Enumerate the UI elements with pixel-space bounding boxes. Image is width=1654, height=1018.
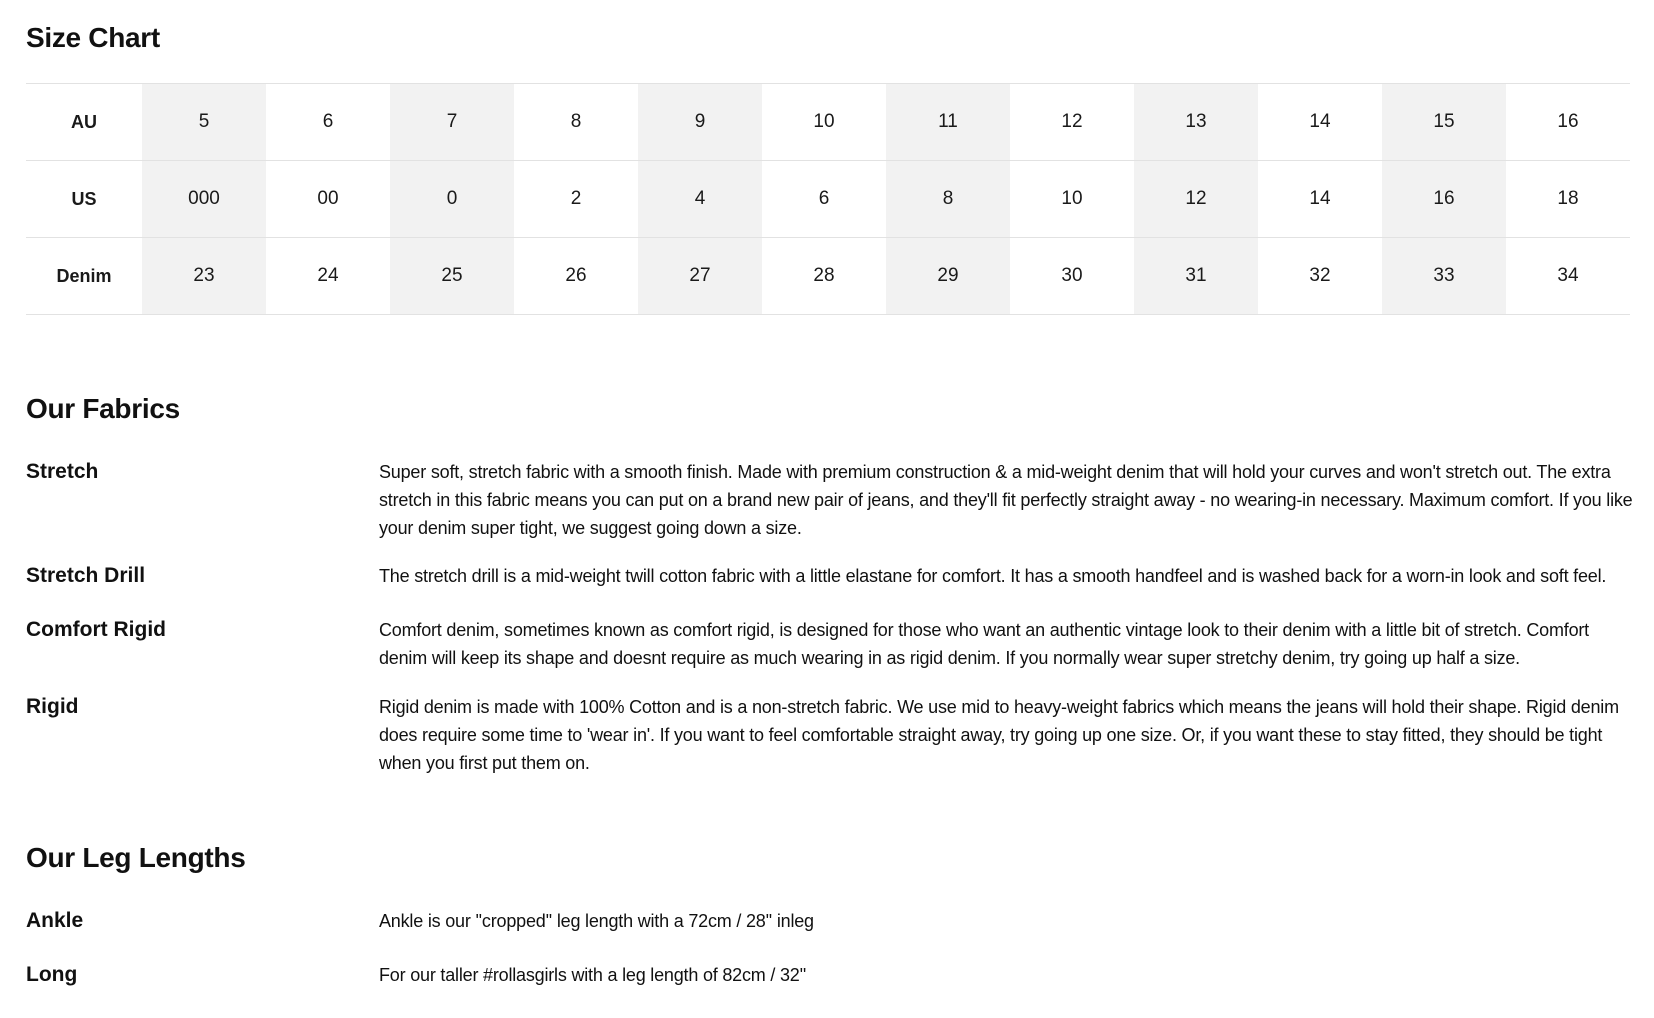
size-cell: 27	[638, 238, 762, 315]
size-cell: 000	[142, 161, 266, 238]
size-cell: 24	[317, 265, 339, 286]
size-chart-table	[26, 83, 1630, 315]
size-cell: 15	[1382, 84, 1506, 161]
fabric-term: Stretch	[26, 460, 99, 483]
row-label-au: AU	[71, 111, 97, 132]
size-cell: 28	[813, 265, 835, 286]
size-cell: 10	[813, 111, 835, 132]
size-cell: 23	[142, 238, 266, 315]
size-chart-title: Size Chart	[26, 22, 160, 53]
size-cell: 8	[886, 161, 1010, 238]
leg-term: Long	[26, 963, 78, 986]
size-cell: 12	[1061, 111, 1083, 132]
row-label-us: US	[71, 188, 97, 209]
size-cell: 18	[1557, 188, 1579, 209]
fabrics-title: Our Fabrics	[26, 393, 180, 424]
size-row-denim	[26, 238, 1630, 315]
size-cell: 14	[1309, 111, 1331, 132]
leg-description: For our taller #rollasgirls with a leg length of 82cm / 32''	[379, 965, 807, 985]
size-cell: 16	[1382, 161, 1506, 238]
size-cell: 6	[322, 111, 334, 132]
fabric-description: The stretch drill is a mid-weight twill cotton fabric with a little elastane for comfort. It has a smooth handfeel and is washed back for a worn-in look and soft feel.	[379, 566, 1607, 586]
leg-description: Ankle is our ''cropped'' leg length with a 72cm / 28'' inleg	[379, 911, 814, 931]
size-cell: 32	[1309, 265, 1331, 286]
fabric-description: Rigid denim is made with 100% Cotton and is a non-stretch fabric. We use mid to heavy-weight fabrics which means the jeans will hold their shape. Rigid denim does require some time to 'wear in'. If you want to feel comfortable straight away, try going up one size. Or, if you want these to stay fitted, they should be tight when you first put them on.	[379, 697, 1619, 773]
size-row-us	[26, 161, 1630, 238]
size-cell: 11	[886, 84, 1010, 161]
size-cell: 9	[638, 84, 762, 161]
size-cell: 0	[390, 161, 514, 238]
size-cell: 14	[1309, 188, 1331, 209]
size-cell: 5	[142, 84, 266, 161]
size-cell: 33	[1382, 238, 1506, 315]
fabric-term: Comfort Rigid	[26, 618, 166, 641]
size-cell: 34	[1557, 265, 1579, 286]
size-row-au	[26, 84, 1630, 161]
size-cell: 8	[570, 111, 582, 132]
size-cell: 6	[818, 188, 830, 209]
fabric-term: Stretch Drill	[26, 564, 146, 587]
size-cell: 7	[390, 84, 514, 161]
size-cell: 25	[390, 238, 514, 315]
fabric-description: Comfort denim, sometimes known as comfort rigid, is designed for those who want an authentic vintage look to their denim with a little bit of stretch. Comfort denim will keep its shape and doesnt require as much wearing in as rigid denim. If you normally wear super stretchy denim, try going up half a size.	[379, 620, 1589, 668]
size-cell: 12	[1134, 161, 1258, 238]
fabric-term: Rigid	[26, 695, 79, 718]
size-cell: 26	[565, 265, 587, 286]
leg-lengths-title: Our Leg Lengths	[26, 842, 246, 873]
size-cell: 16	[1557, 111, 1579, 132]
leg-term: Ankle	[26, 909, 84, 932]
size-cell: 30	[1061, 265, 1083, 286]
size-cell: 00	[317, 188, 339, 209]
fabric-description: Super soft, stretch fabric with a smooth finish. Made with premium construction & a mid-weight denim that will hold your curves and won't stretch out. The extra stretch in this fabric means you can put on a brand new pair of jeans, and they'll fit perfectly straight away - no wearing-in necessary. Maximum comfort. If you like your denim super tight, we suggest going down a size.	[379, 462, 1633, 538]
size-cell: 2	[570, 188, 582, 209]
size-cell: 29	[886, 238, 1010, 315]
row-label-denim: Denim	[56, 265, 112, 286]
size-cell: 4	[638, 161, 762, 238]
size-cell: 31	[1134, 238, 1258, 315]
size-cell: 10	[1061, 188, 1083, 209]
size-cell: 13	[1134, 84, 1258, 161]
